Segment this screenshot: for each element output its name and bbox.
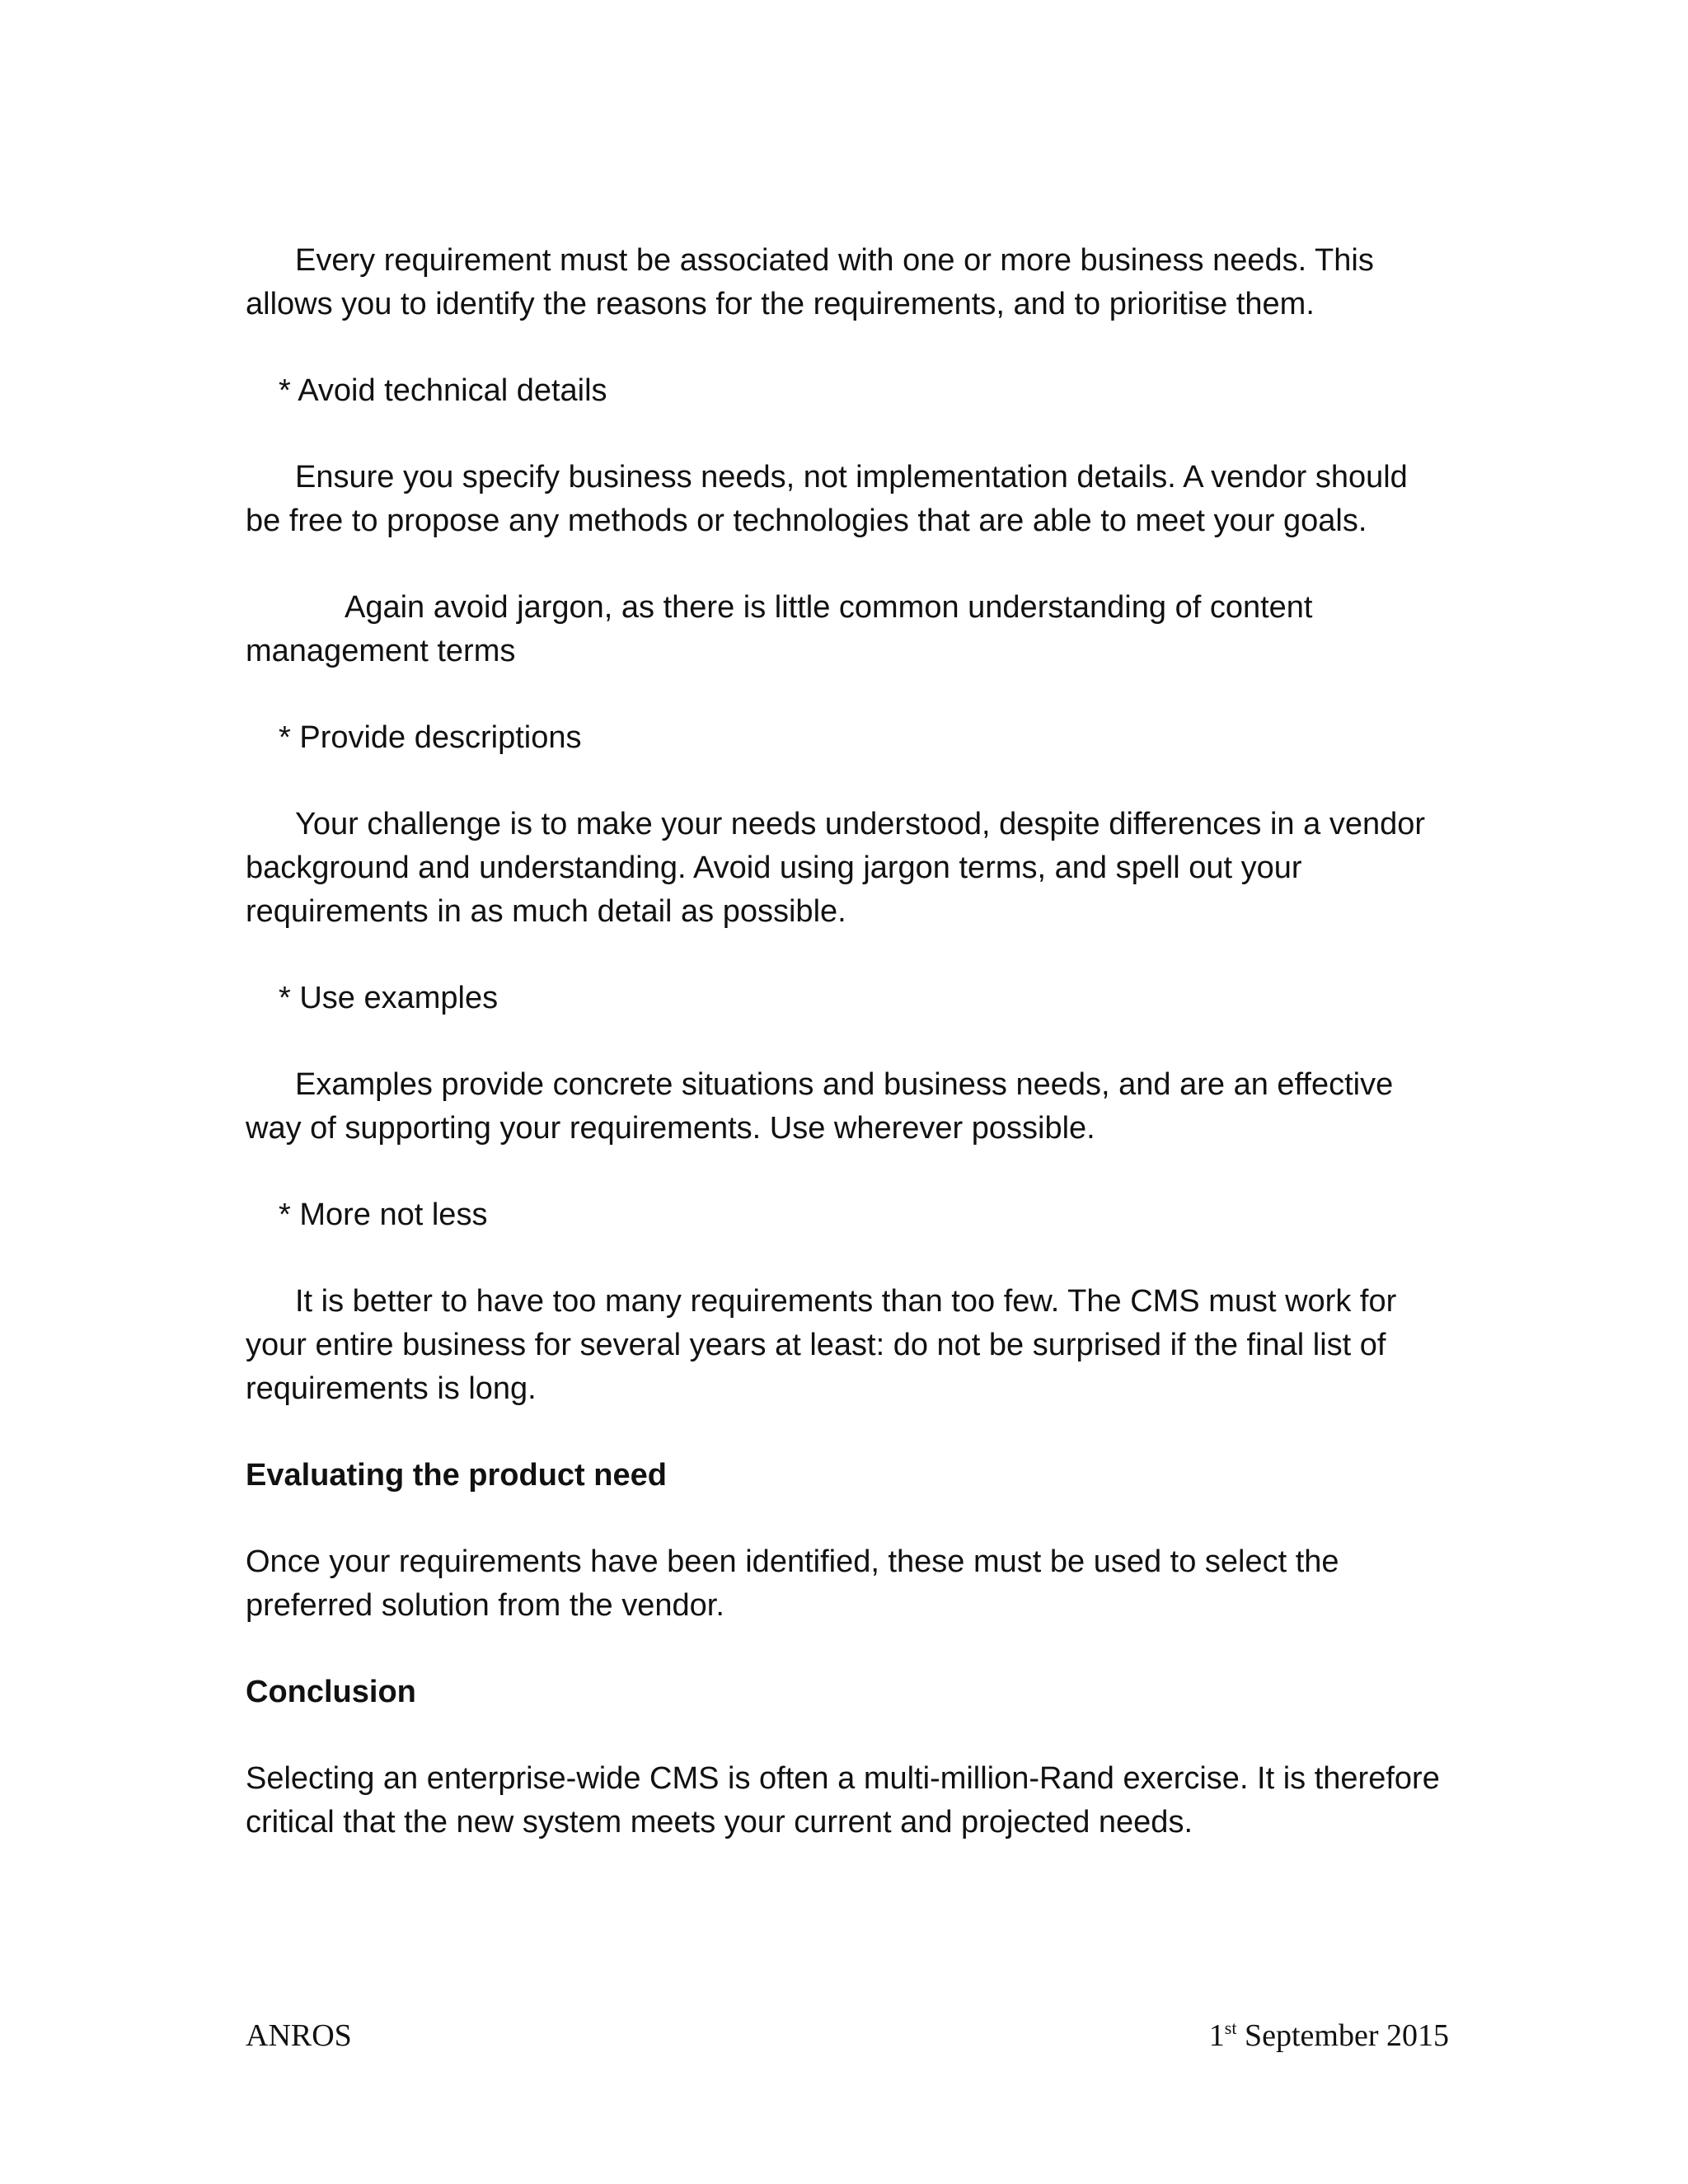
heading-evaluating-product-need: Evaluating the product need bbox=[246, 1458, 667, 1493]
footer-date-rest: September 2015 bbox=[1236, 2018, 1449, 2053]
paragraph-requirements-identified: Once your requirements have been identified, these must be used to select the preferred solution from the vendor. bbox=[246, 1544, 1348, 1623]
footer-date-suffix: st bbox=[1224, 2018, 1237, 2038]
paragraph-too-many-requirements: It is better to have too many requirements than too few. The CMS must work for your entire business for several years at least: do not be surprised if the final list of requirements is long. bbox=[246, 1284, 1405, 1406]
paragraph-conclusion: Selecting an enterprise-wide CMS is often a multi-million-Rand exercise. It is therefore critical that the new system meets your current and projected needs. bbox=[246, 1761, 1449, 1840]
bullet-provide-descriptions: * Provide descriptions bbox=[279, 720, 582, 755]
paragraph-examples: Examples provide concrete situations and business needs, and are an effective way of supporting your requirements. Use wherever possible. bbox=[246, 1067, 1402, 1146]
footer-author: ANROS bbox=[246, 2018, 352, 2053]
heading-conclusion: Conclusion bbox=[246, 1675, 416, 1709]
paragraph-business-needs: Every requirement must be associated with one or more business needs. This allows you to identify the reasons for the requirements, and to prioritise them. bbox=[246, 243, 1383, 321]
page-footer bbox=[246, 2018, 1449, 2067]
document-body bbox=[246, 239, 1449, 1887]
bullet-use-examples: * Use examples bbox=[279, 981, 499, 1015]
paragraph-implementation-details: Ensure you specify business needs, not implementation details. A vendor should be free to propose any methods or technologies that are able to meet your goals. bbox=[246, 460, 1417, 538]
paragraph-your-challenge: Your challenge is to make your needs understood, despite differences in a vendor background and understanding. Avoid using jargon terms, and spell out your requirements in as much detail as possible. bbox=[246, 807, 1434, 929]
bullet-avoid-technical-details: * Avoid technical details bbox=[279, 373, 607, 408]
bullet-more-not-less: * More not less bbox=[279, 1197, 488, 1232]
footer-date bbox=[1209, 2018, 1449, 2054]
footer-date-day: 1 bbox=[1208, 2018, 1225, 2053]
paragraph-avoid-jargon: Again avoid jargon, as there is little common understanding of content management terms bbox=[246, 590, 1322, 668]
